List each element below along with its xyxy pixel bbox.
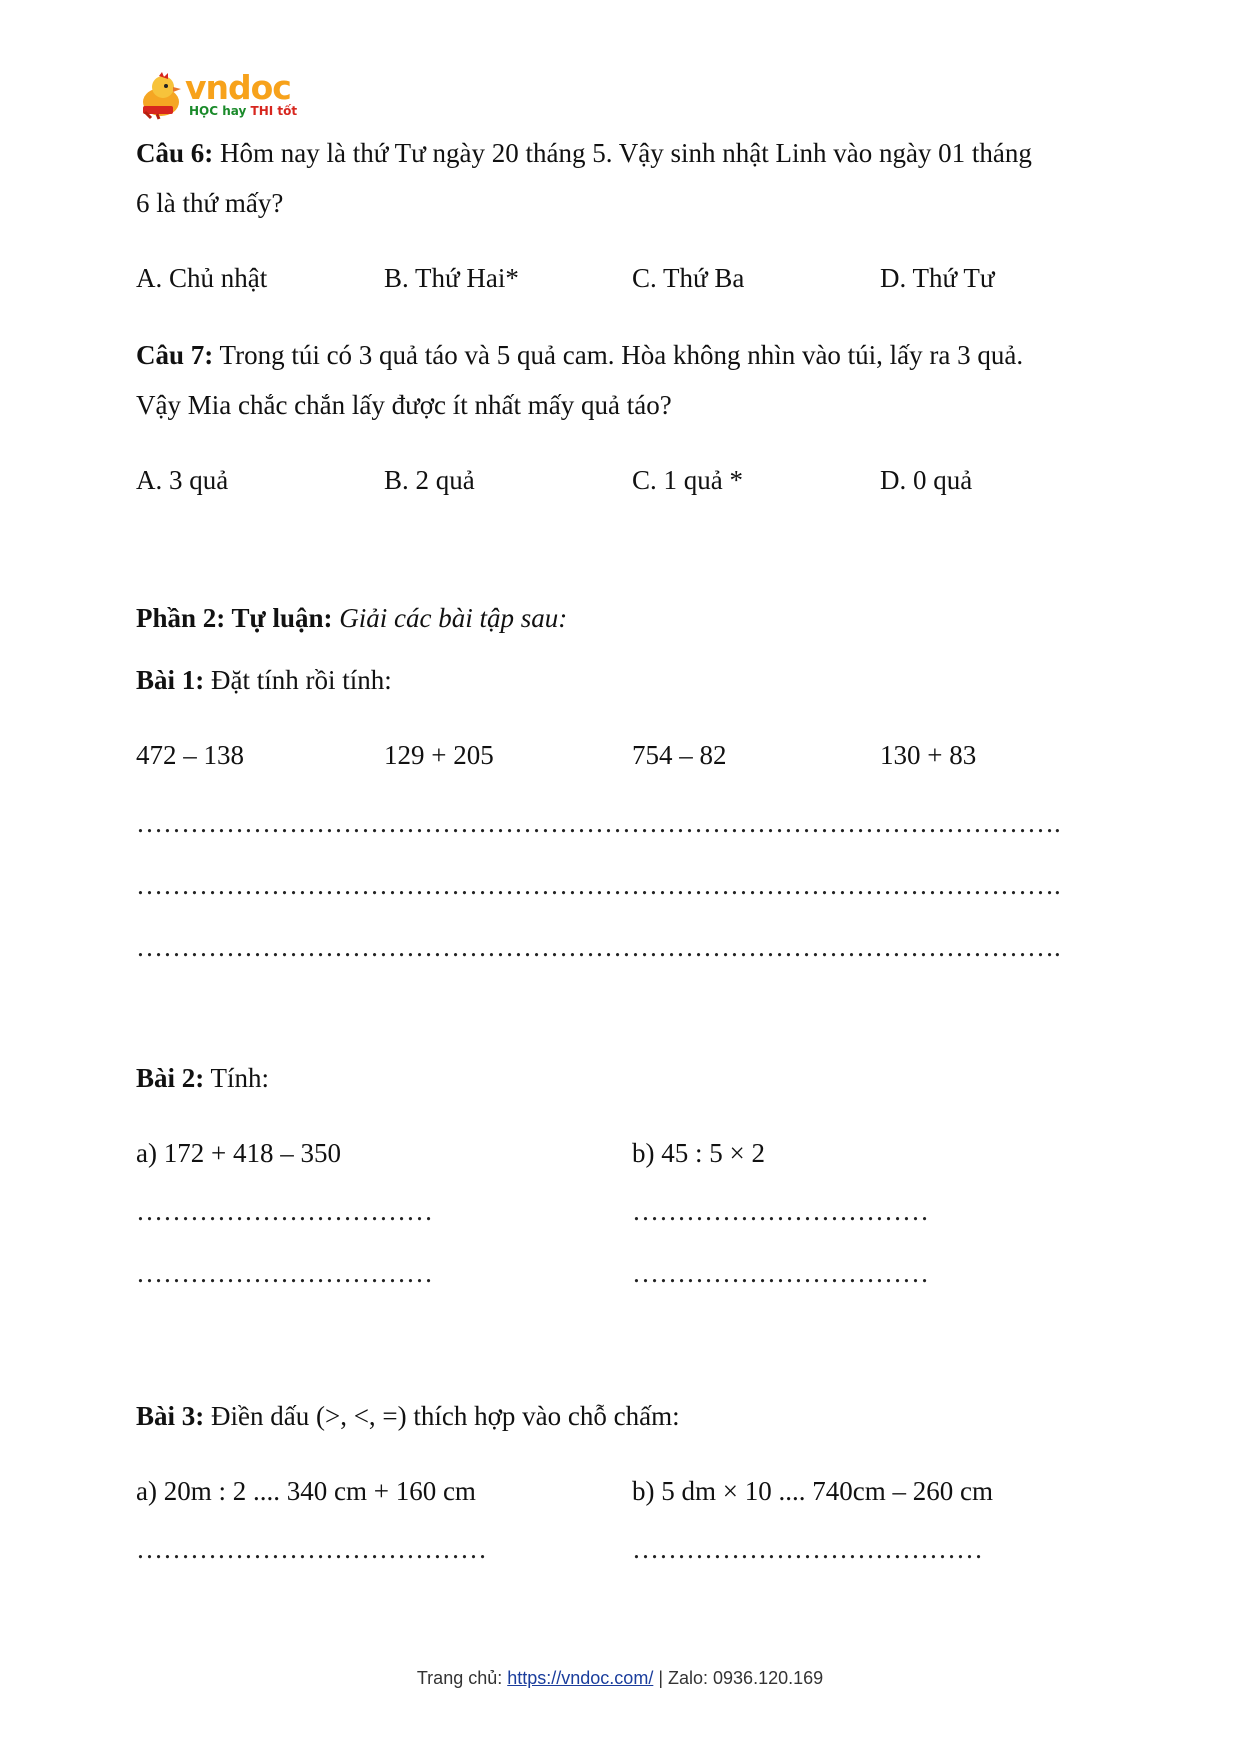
q6-option-b: B. Thứ Hai* bbox=[384, 263, 519, 293]
bai3-text: Điền dấu (>, <, =) thích hợp vào chỗ chấm: bbox=[204, 1401, 680, 1431]
logo-wordmark: vndoc bbox=[185, 68, 291, 107]
bai2-text: Tính: bbox=[204, 1063, 270, 1093]
q6-option-d: D. Thứ Tư bbox=[880, 263, 995, 293]
tagline-thi: THI tốt bbox=[250, 104, 298, 118]
q7-option-a: A. 3 quả bbox=[136, 465, 229, 495]
q7-option-c: C. 1 quả * bbox=[632, 465, 743, 495]
footer-zalo: | Zalo: 0936.120.169 bbox=[653, 1668, 824, 1688]
vndoc-logo bbox=[137, 68, 298, 122]
bai2-label: Bài 2: bbox=[136, 1063, 205, 1093]
q7-option-d: D. 0 quả bbox=[880, 465, 973, 495]
bai2-a-answer-line-2: …………………………… bbox=[136, 1258, 433, 1288]
bai1-expr-1: 472 – 138 bbox=[136, 740, 244, 770]
q6-option-a: A. Chủ nhật bbox=[136, 263, 268, 293]
part2-label: Phần 2: Tự luận: bbox=[136, 603, 333, 633]
logo-tagline bbox=[189, 104, 297, 118]
q6-text: Hôm nay là thứ Tư ngày 20 tháng 5. Vậy sinh nhật Linh vào ngày 01 tháng bbox=[213, 138, 1032, 168]
q7-line2: Vậy Mia chắc chắn lấy được ít nhất mấy quả táo? bbox=[136, 390, 672, 420]
bai1-text: Đặt tính rồi tính: bbox=[204, 665, 392, 695]
footer-homepage-link[interactable]: https://vndoc.com/ bbox=[507, 1668, 654, 1688]
bai1-label: Bài 1: bbox=[136, 665, 205, 695]
part2-instruction: Giải các bài tập sau: bbox=[332, 603, 568, 633]
q6-option-c: C. Thứ Ba bbox=[632, 263, 745, 293]
q7-label: Câu 7: bbox=[136, 340, 214, 370]
q6-line1 bbox=[136, 128, 1032, 178]
bai2-part-b: b) 45 : 5 × 2 bbox=[632, 1138, 765, 1168]
chicken-mascot-icon bbox=[137, 72, 185, 120]
bai1-expr-2: 129 + 205 bbox=[384, 740, 494, 770]
bai3-part-b: b) 5 dm × 10 .... 740cm – 260 cm bbox=[632, 1476, 993, 1506]
footer-prefix: Trang chủ: bbox=[416, 1668, 508, 1688]
q6-line2: 6 là thứ mấy? bbox=[136, 188, 284, 218]
bai3-label: Bài 3: bbox=[136, 1401, 205, 1431]
bai3-a-answer-line: ………………………………… bbox=[136, 1534, 487, 1564]
bai2-a-answer-line-1: …………………………… bbox=[136, 1196, 433, 1226]
part2-heading bbox=[136, 593, 567, 643]
bai2-heading bbox=[136, 1053, 269, 1103]
bai2-b-answer-line-1: …………………………… bbox=[632, 1196, 929, 1226]
bai1-expr-3: 754 – 82 bbox=[632, 740, 727, 770]
q7-line1 bbox=[136, 330, 1023, 380]
q7-text: Trong túi có 3 quả táo và 5 quả cam. Hòa không nhìn vào túi, lấy ra 3 quả. bbox=[213, 340, 1024, 370]
bai2-part-a: a) 172 + 418 – 350 bbox=[136, 1138, 341, 1168]
bai1-expr-4: 130 + 83 bbox=[880, 740, 977, 770]
bai1-answer-line-1: …………………………………………………………………………………………. bbox=[136, 808, 1061, 838]
bai1-answer-line-3: …………………………………………………………………………………………. bbox=[136, 932, 1061, 962]
bai1-answer-line-2: …………………………………………………………………………………………. bbox=[136, 870, 1061, 900]
bai3-part-a: a) 20m : 2 .... 340 cm + 160 cm bbox=[136, 1476, 476, 1506]
bai2-b-answer-line-2: …………………………… bbox=[632, 1258, 929, 1288]
q7-option-b: B. 2 quả bbox=[384, 465, 475, 495]
q6-label: Câu 6: bbox=[136, 138, 214, 168]
bai3-b-answer-line: ………………………………… bbox=[632, 1534, 983, 1564]
bai3-heading bbox=[136, 1391, 680, 1441]
bai1-heading bbox=[136, 655, 392, 705]
page-footer bbox=[0, 1668, 1240, 1689]
tagline-hoc: HỌC hay bbox=[189, 104, 247, 118]
